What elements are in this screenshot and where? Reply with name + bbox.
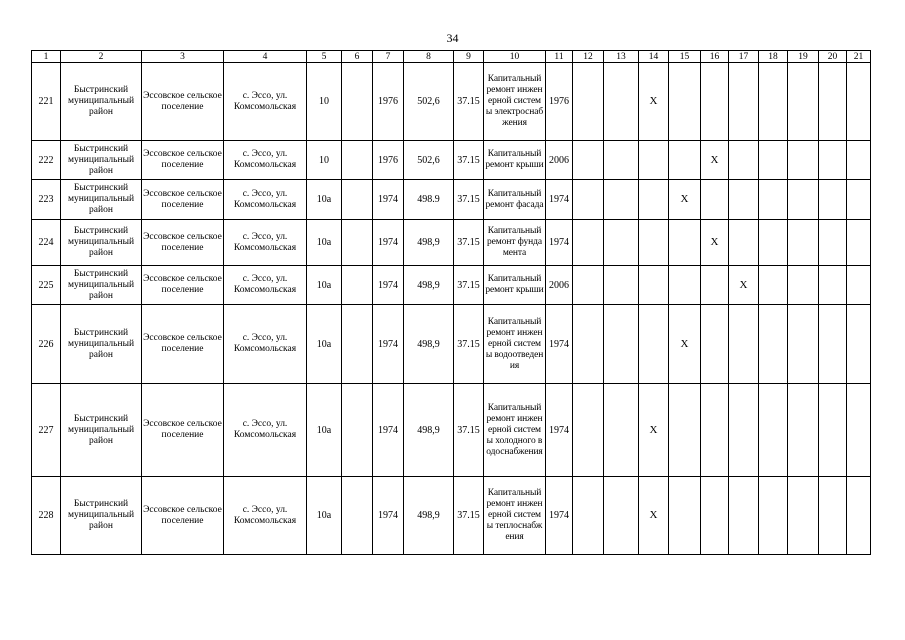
col-6-cell bbox=[342, 63, 373, 141]
area-cell: 498,9 bbox=[404, 477, 454, 555]
col-16-cell bbox=[701, 305, 729, 384]
address-cell: с. Эссо, ул. Комсомольская bbox=[224, 220, 307, 266]
col-18-cell bbox=[759, 141, 788, 180]
col-14-cell bbox=[639, 141, 669, 180]
district-cell: Быстринский муниципальный район bbox=[61, 305, 142, 384]
work-type-cell: Капитальный ремонт инженерной системы холодного водоснабжения bbox=[484, 384, 546, 477]
column-number-cell: 6 bbox=[342, 51, 373, 63]
district-cell: Быстринский муниципальный район bbox=[61, 266, 142, 305]
col-19-cell bbox=[788, 477, 819, 555]
col-21-cell bbox=[847, 180, 871, 220]
district-cell: Быстринский муниципальный район bbox=[61, 477, 142, 555]
col-13-cell bbox=[604, 266, 639, 305]
settlement-cell: Эссовское сельское поселение bbox=[142, 305, 224, 384]
house-number-cell: 10а bbox=[307, 477, 342, 555]
col-20-cell bbox=[819, 63, 847, 141]
col-18-cell bbox=[759, 220, 788, 266]
address-cell: с. Эссо, ул. Комсомольская bbox=[224, 477, 307, 555]
col-21-cell bbox=[847, 266, 871, 305]
col-12-cell bbox=[573, 477, 604, 555]
col-19-cell bbox=[788, 220, 819, 266]
area-cell: 498,9 bbox=[404, 266, 454, 305]
col-16-cell: X bbox=[701, 141, 729, 180]
district-cell: Быстринский муниципальный район bbox=[61, 180, 142, 220]
col-13-cell bbox=[604, 384, 639, 477]
col-18-cell bbox=[759, 63, 788, 141]
work-year-cell: 1976 bbox=[546, 63, 573, 141]
settlement-cell: Эссовское сельское поселение bbox=[142, 141, 224, 180]
column-number-cell: 4 bbox=[224, 51, 307, 63]
row-number-cell: 224 bbox=[32, 220, 61, 266]
cost-rate-cell: 37.15 bbox=[454, 266, 484, 305]
col-21-cell bbox=[847, 63, 871, 141]
column-number-cell: 9 bbox=[454, 51, 484, 63]
column-number-row bbox=[32, 51, 871, 63]
col-12-cell bbox=[573, 384, 604, 477]
col-20-cell bbox=[819, 220, 847, 266]
col-13-cell bbox=[604, 180, 639, 220]
house-number-cell: 10а bbox=[307, 384, 342, 477]
row-number-cell: 222 bbox=[32, 141, 61, 180]
col-18-cell bbox=[759, 477, 788, 555]
col-14-cell: X bbox=[639, 63, 669, 141]
col-17-cell bbox=[729, 384, 759, 477]
col-13-cell bbox=[604, 63, 639, 141]
table-row bbox=[32, 305, 871, 384]
col-12-cell bbox=[573, 180, 604, 220]
row-number-cell: 223 bbox=[32, 180, 61, 220]
col-21-cell bbox=[847, 305, 871, 384]
work-year-cell: 1974 bbox=[546, 180, 573, 220]
column-number-cell: 2 bbox=[61, 51, 142, 63]
col-21-cell bbox=[847, 477, 871, 555]
house-number-cell: 10а bbox=[307, 220, 342, 266]
table-row bbox=[32, 384, 871, 477]
house-number-cell: 10а bbox=[307, 305, 342, 384]
column-number-cell: 17 bbox=[729, 51, 759, 63]
column-number-cell: 8 bbox=[404, 51, 454, 63]
cost-rate-cell: 37.15 bbox=[454, 141, 484, 180]
address-cell: с. Эссо, ул. Комсомольская bbox=[224, 305, 307, 384]
col-15-cell bbox=[669, 266, 701, 305]
col-17-cell bbox=[729, 180, 759, 220]
col-12-cell bbox=[573, 220, 604, 266]
col-18-cell bbox=[759, 305, 788, 384]
registry-table bbox=[31, 50, 871, 555]
col-12-cell bbox=[573, 63, 604, 141]
col-12-cell bbox=[573, 305, 604, 384]
col-14-cell bbox=[639, 180, 669, 220]
column-number-cell: 10 bbox=[484, 51, 546, 63]
row-number-cell: 221 bbox=[32, 63, 61, 141]
col-19-cell bbox=[788, 63, 819, 141]
table-row bbox=[32, 266, 871, 305]
row-number-cell: 226 bbox=[32, 305, 61, 384]
settlement-cell: Эссовское сельское поселение bbox=[142, 477, 224, 555]
col-15-cell bbox=[669, 220, 701, 266]
col-6-cell bbox=[342, 220, 373, 266]
col-6-cell bbox=[342, 180, 373, 220]
row-number-cell: 225 bbox=[32, 266, 61, 305]
col-16-cell bbox=[701, 180, 729, 220]
col-20-cell bbox=[819, 384, 847, 477]
build-year-cell: 1974 bbox=[373, 266, 404, 305]
col-16-cell bbox=[701, 63, 729, 141]
column-number-cell: 12 bbox=[573, 51, 604, 63]
col-19-cell bbox=[788, 305, 819, 384]
cost-rate-cell: 37.15 bbox=[454, 180, 484, 220]
col-14-cell bbox=[639, 305, 669, 384]
work-year-cell: 1974 bbox=[546, 384, 573, 477]
work-type-cell: Капитальный ремонт инженерной системы водоотведения bbox=[484, 305, 546, 384]
district-cell: Быстринский муниципальный район bbox=[61, 63, 142, 141]
house-number-cell: 10 bbox=[307, 63, 342, 141]
col-20-cell bbox=[819, 305, 847, 384]
column-number-cell: 20 bbox=[819, 51, 847, 63]
district-cell: Быстринский муниципальный район bbox=[61, 384, 142, 477]
col-15-cell: X bbox=[669, 305, 701, 384]
build-year-cell: 1974 bbox=[373, 220, 404, 266]
work-type-cell: Капитальный ремонт фундамента bbox=[484, 220, 546, 266]
col-19-cell bbox=[788, 384, 819, 477]
column-number-cell: 13 bbox=[604, 51, 639, 63]
column-number-cell: 16 bbox=[701, 51, 729, 63]
col-17-cell bbox=[729, 63, 759, 141]
col-16-cell bbox=[701, 266, 729, 305]
col-14-cell: X bbox=[639, 384, 669, 477]
col-6-cell bbox=[342, 384, 373, 477]
col-19-cell bbox=[788, 141, 819, 180]
work-year-cell: 1974 bbox=[546, 477, 573, 555]
column-number-cell: 18 bbox=[759, 51, 788, 63]
column-number-cell: 5 bbox=[307, 51, 342, 63]
area-cell: 498.9 bbox=[404, 180, 454, 220]
col-16-cell bbox=[701, 477, 729, 555]
col-13-cell bbox=[604, 220, 639, 266]
col-20-cell bbox=[819, 266, 847, 305]
col-17-cell bbox=[729, 141, 759, 180]
col-12-cell bbox=[573, 266, 604, 305]
table-row bbox=[32, 141, 871, 180]
row-number-cell: 227 bbox=[32, 384, 61, 477]
area-cell: 498,9 bbox=[404, 384, 454, 477]
col-17-cell bbox=[729, 305, 759, 384]
cost-rate-cell: 37.15 bbox=[454, 63, 484, 141]
settlement-cell: Эссовское сельское поселение bbox=[142, 180, 224, 220]
build-year-cell: 1976 bbox=[373, 63, 404, 141]
house-number-cell: 10 bbox=[307, 141, 342, 180]
district-cell: Быстринский муниципальный район bbox=[61, 141, 142, 180]
col-15-cell bbox=[669, 477, 701, 555]
work-type-cell: Капитальный ремонт крыши bbox=[484, 141, 546, 180]
build-year-cell: 1974 bbox=[373, 384, 404, 477]
work-type-cell: Капитальный ремонт инженерной системы теплоснабжения bbox=[484, 477, 546, 555]
work-type-cell: Капитальный ремонт фасада bbox=[484, 180, 546, 220]
column-number-cell: 15 bbox=[669, 51, 701, 63]
col-21-cell bbox=[847, 141, 871, 180]
col-20-cell bbox=[819, 141, 847, 180]
col-6-cell bbox=[342, 141, 373, 180]
table-row bbox=[32, 477, 871, 555]
area-cell: 502,6 bbox=[404, 141, 454, 180]
page-number: 34 bbox=[446, 31, 459, 45]
col-16-cell: X bbox=[701, 220, 729, 266]
column-number-cell: 11 bbox=[546, 51, 573, 63]
table-row bbox=[32, 220, 871, 266]
col-14-cell bbox=[639, 266, 669, 305]
work-year-cell: 1974 bbox=[546, 305, 573, 384]
address-cell: с. Эссо, ул. Комсомольская bbox=[224, 180, 307, 220]
col-13-cell bbox=[604, 141, 639, 180]
col-6-cell bbox=[342, 305, 373, 384]
table-row bbox=[32, 180, 871, 220]
build-year-cell: 1974 bbox=[373, 180, 404, 220]
cost-rate-cell: 37.15 bbox=[454, 305, 484, 384]
cost-rate-cell: 37.15 bbox=[454, 477, 484, 555]
address-cell: с. Эссо, ул. Комсомольская bbox=[224, 63, 307, 141]
col-6-cell bbox=[342, 477, 373, 555]
house-number-cell: 10а bbox=[307, 266, 342, 305]
col-17-cell bbox=[729, 220, 759, 266]
table-row bbox=[32, 63, 871, 141]
col-15-cell bbox=[669, 63, 701, 141]
column-number-cell: 7 bbox=[373, 51, 404, 63]
settlement-cell: Эссовское сельское поселение bbox=[142, 63, 224, 141]
cost-rate-cell: 37.15 bbox=[454, 220, 484, 266]
address-cell: с. Эссо, ул. Комсомольская bbox=[224, 266, 307, 305]
address-cell: с. Эссо, ул. Комсомольская bbox=[224, 384, 307, 477]
address-cell: с. Эссо, ул. Комсомольская bbox=[224, 141, 307, 180]
col-17-cell bbox=[729, 477, 759, 555]
col-14-cell: X bbox=[639, 477, 669, 555]
col-20-cell bbox=[819, 180, 847, 220]
col-15-cell bbox=[669, 384, 701, 477]
cost-rate-cell: 37.15 bbox=[454, 384, 484, 477]
col-15-cell bbox=[669, 141, 701, 180]
column-number-cell: 19 bbox=[788, 51, 819, 63]
col-13-cell bbox=[604, 477, 639, 555]
col-12-cell bbox=[573, 141, 604, 180]
column-number-cell: 1 bbox=[32, 51, 61, 63]
settlement-cell: Эссовское сельское поселение bbox=[142, 266, 224, 305]
work-type-cell: Капитальный ремонт крыши bbox=[484, 266, 546, 305]
work-year-cell: 2006 bbox=[546, 266, 573, 305]
col-6-cell bbox=[342, 266, 373, 305]
column-number-cell: 3 bbox=[142, 51, 224, 63]
col-13-cell bbox=[604, 305, 639, 384]
area-cell: 498,9 bbox=[404, 305, 454, 384]
settlement-cell: Эссовское сельское поселение bbox=[142, 220, 224, 266]
settlement-cell: Эссовское сельское поселение bbox=[142, 384, 224, 477]
col-15-cell: X bbox=[669, 180, 701, 220]
work-year-cell: 1974 bbox=[546, 220, 573, 266]
build-year-cell: 1974 bbox=[373, 305, 404, 384]
house-number-cell: 10а bbox=[307, 180, 342, 220]
col-18-cell bbox=[759, 180, 788, 220]
col-18-cell bbox=[759, 266, 788, 305]
district-cell: Быстринский муниципальный район bbox=[61, 220, 142, 266]
area-cell: 502,6 bbox=[404, 63, 454, 141]
build-year-cell: 1976 bbox=[373, 141, 404, 180]
col-21-cell bbox=[847, 220, 871, 266]
work-type-cell: Капитальный ремонт инженерной системы электроснабжения bbox=[484, 63, 546, 141]
col-21-cell bbox=[847, 384, 871, 477]
col-20-cell bbox=[819, 477, 847, 555]
col-14-cell bbox=[639, 220, 669, 266]
build-year-cell: 1974 bbox=[373, 477, 404, 555]
col-19-cell bbox=[788, 266, 819, 305]
col-17-cell: X bbox=[729, 266, 759, 305]
column-number-cell: 14 bbox=[639, 51, 669, 63]
work-year-cell: 2006 bbox=[546, 141, 573, 180]
col-19-cell bbox=[788, 180, 819, 220]
col-16-cell bbox=[701, 384, 729, 477]
col-18-cell bbox=[759, 384, 788, 477]
row-number-cell: 228 bbox=[32, 477, 61, 555]
column-number-cell: 21 bbox=[847, 51, 871, 63]
area-cell: 498,9 bbox=[404, 220, 454, 266]
